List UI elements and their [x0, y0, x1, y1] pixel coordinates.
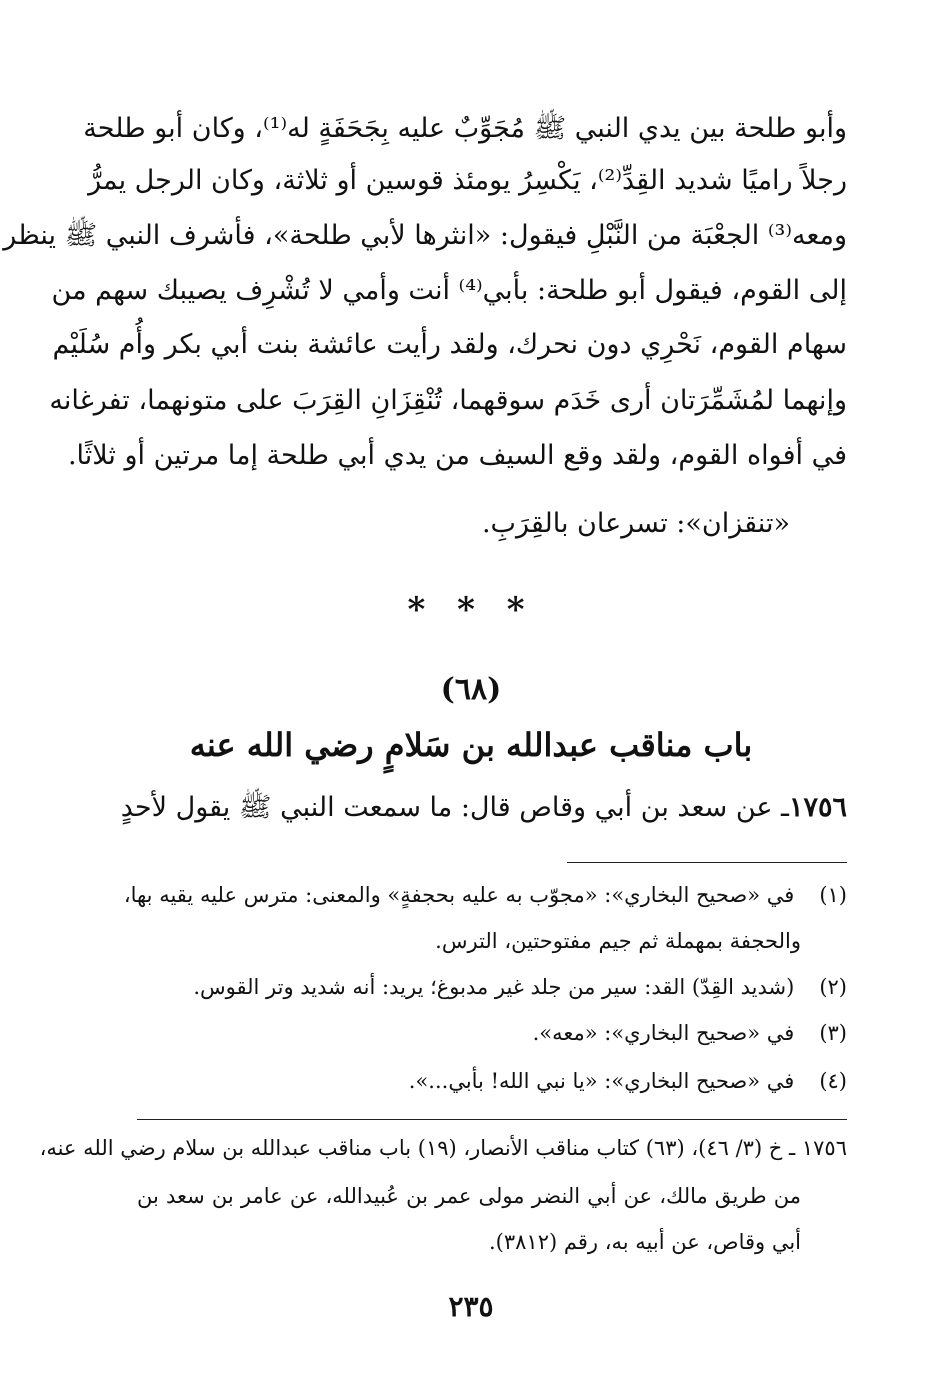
footnote-1-continuation: والحجفة بمهملة ثم جيم مفتوحتين، الترس.	[435, 929, 801, 953]
source-note-line: من طريق مالك، عن أبي النضر مولى عمر بن عُبيدالله، عن عامر بن سعد بن	[137, 1184, 801, 1208]
page-number: ٢٣٥	[448, 1290, 494, 1323]
source-note-line: أبي وقاص، عن أبيه به، رقم (٣٨١٢).	[489, 1230, 801, 1254]
footnote-2	[193, 975, 847, 999]
footnote-3	[533, 1021, 847, 1045]
hadith-opening	[120, 790, 847, 830]
footnote-4	[409, 1069, 847, 1093]
hadith-text: ـ عن سعد بن أبي وقاص قال: ما سمعت النبي ﷺ يقول لأحدٍ	[120, 792, 789, 823]
footnote-number: (٤)	[819, 1069, 847, 1093]
body-text-line: وأبو طلحة بين يدي النبي ﷺ مُجَوِّبٌ عليه بِجَحَفَةٍ له⁽¹⁾، وكان أبو طلحة	[83, 113, 847, 144]
footnote-number: (٢)	[819, 975, 847, 999]
section-separator: * * *	[407, 590, 535, 630]
body-text-line: وإنهما لمُشَمِّرَتان أرى خَدَم سوقهما، تُنْقِزَانِ القِرَبَ على متونهما، تفرغانه	[49, 385, 847, 416]
footnote-number: (٣)	[819, 1021, 847, 1045]
footnote-text: في «صحيح البخاري»: «يا نبي الله! بأبي...».	[408, 1069, 795, 1093]
chapter-title: باب مناقب عبدالله بن سَلامٍ رضي الله عنه	[189, 726, 753, 764]
body-text-line: ومعه⁽³⁾ الجعْبَة من النَّبْلِ فيقول: «انثرها لأبي طلحة»، فأشرف النبي ﷺ ينظر	[3, 220, 847, 251]
chapter-number: (٦٨)	[440, 672, 502, 707]
word-gloss: «تنقزان»: تسرعان بالقِرَبِ.	[481, 508, 790, 539]
footnote-1	[124, 883, 847, 907]
source-divider	[137, 1119, 847, 1120]
hadith-number: ١٧٥٦	[788, 792, 847, 823]
footnote-text: في «صحيح البخاري»: «معه».	[532, 1021, 795, 1045]
body-text-line: في أفواه القوم، ولقد وقع السيف من يدي أبي طلحة إما مرتين أو ثلاثًا.	[67, 440, 847, 471]
source-note-line: ١٧٥٦ ـ خ (٣/ ٤٦)، (٦٣) كتاب مناقب الأنصار، (١٩) باب مناقب عبدالله بن سلام رضي الله عنه،	[39, 1136, 847, 1160]
footnote-text: في «صحيح البخاري»: «مجوّب به عليه بحجفةٍ» والمعنى: مترس عليه يقيه بها،	[123, 883, 795, 907]
footnote-number: (١)	[819, 883, 847, 907]
body-text-line: سهام القوم، نَحْرِي دون نحرك، ولقد رأيت عائشة بنت أبي بكر وأُم سُلَيْم	[52, 329, 847, 360]
footnote-text: (شديد القِدّ) القد: سير من جلد غير مدبوغ؛ يريد: أنه شديد وتر القوس.	[193, 975, 795, 999]
body-text-line: إلى القوم، فيقول أبو طلحة: بأبي⁽⁴⁾ أنت وأمي لا تُشْرِف يصيبك سهم من	[51, 275, 847, 306]
footnote-divider	[567, 862, 847, 863]
body-text-line: رجلاً راميًا شديد القِدِّ⁽²⁾، يَكْسِرُ يومئذ قوسين أو ثلاثة، وكان الرجل يمرُّ	[88, 165, 847, 196]
